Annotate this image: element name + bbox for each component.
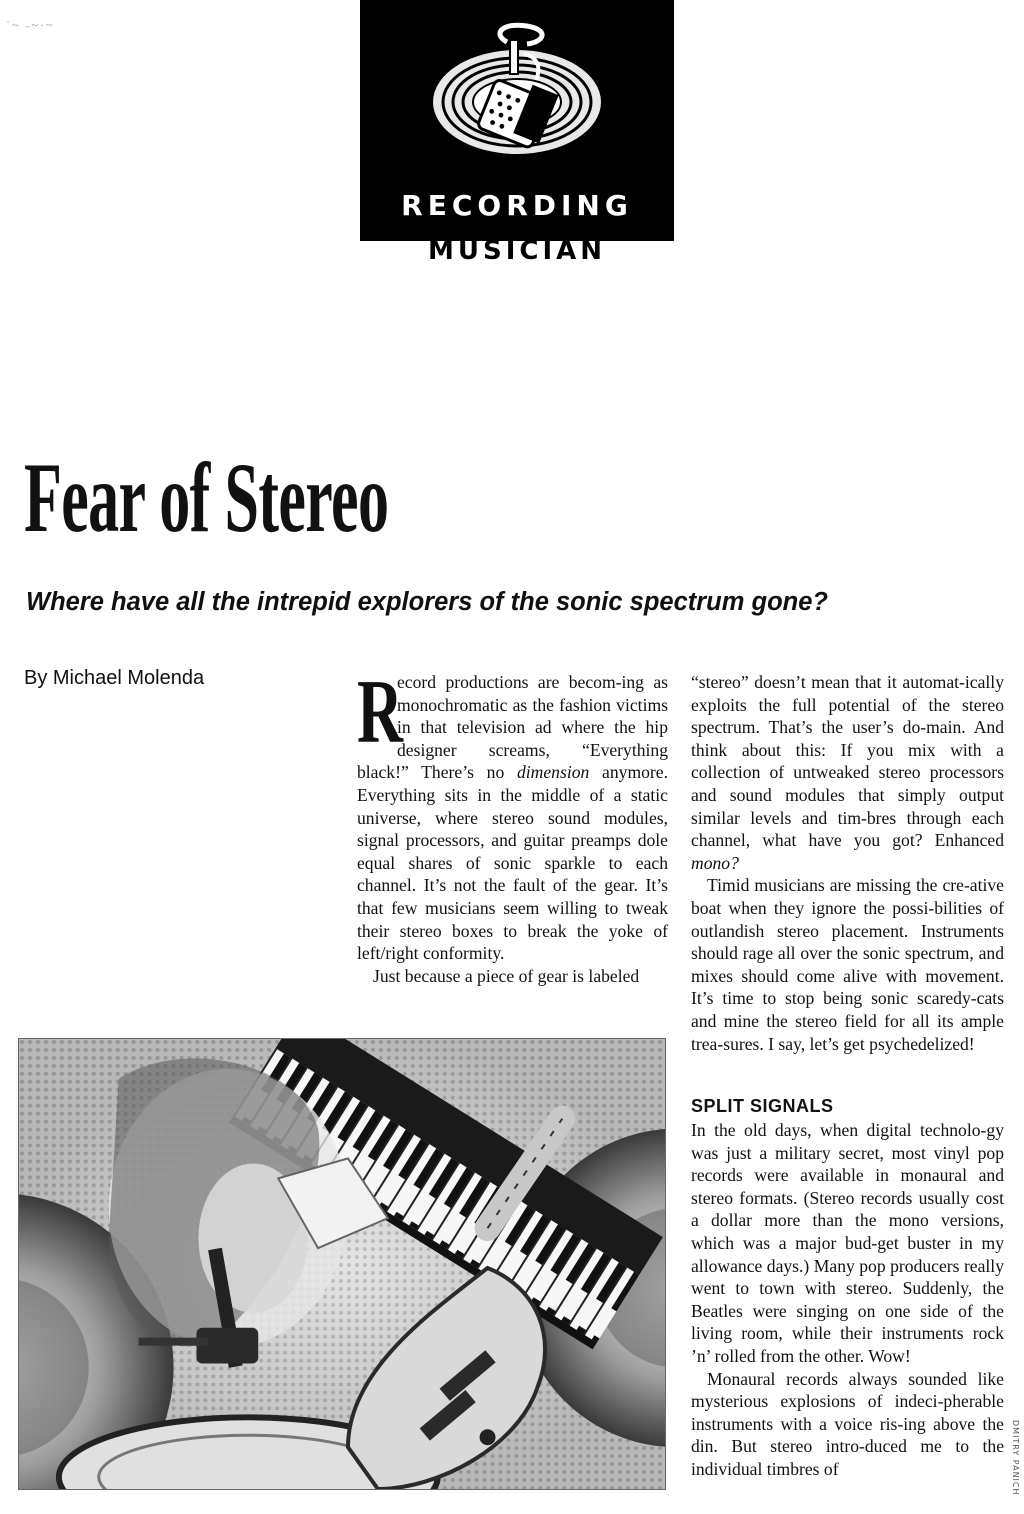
paragraph-text: ecord productions are becom-ing as monochromatic as the fashion victims in that television ad where the hip designer screams, “Everything black!” There’s no	[357, 672, 668, 783]
paragraph	[357, 671, 668, 965]
paragraph: In the old days, when digital technolo-gy was just a military secret, most vinyl pop records were available in monaural and stereo formats. (Stereo records usually cost a dollar more than the mono versions, which was a major bud-get buster in my allowance days.) Many pop producers really went to town with stereo. Suddenly, the Beatles were singing on one side of the living room, while their instruments rock ’n’ rolled from the other. Wow!	[691, 1120, 1004, 1366]
paragraph-text: “stereo” doesn’t mean that it automat-ically exploits the full potential of the stereo spectrum. That’s the user’s do-main. And think about this: If you mix with a collection of untweaked stereo processors and sound modules that simply output similar levels and tim-bres through each channel, what have you got? Enhanced	[691, 672, 1004, 851]
drop-cap: R	[357, 671, 404, 762]
paragraph: Just because a piece of gear is labeled	[373, 965, 640, 986]
photo-credit: DMITRY PANICH	[1011, 1420, 1020, 1496]
body-column-3	[691, 1095, 1004, 1497]
paragraph: Monaural records always sounded like mysterious explosions of indeci-pherable instruments with a voice ris-ing above the din. But stereo intro-duced me to the individual timbres of	[691, 1368, 1004, 1479]
article-deck: Where have all the intrepid explorers of the sonic spectrum gone?	[26, 588, 829, 616]
masthead-subtitle: MUSICIAN	[427, 236, 607, 266]
paragraph: Timid musicians are missing the cre-ative boat when they ignore the possi-bilities of outlandish stereo placement. Instruments should rage all over the sonic spectrum, and mixes should come alive with movement. It’s time to stop being sonic scaredy-cats and mine the stereo field for all its ample trea-sures. I say, let’s get psychedelized!	[691, 875, 1004, 1054]
body-column-2	[691, 671, 1004, 1055]
emphasis: mono?	[691, 852, 739, 873]
body-column-1	[357, 671, 668, 1016]
byline: By Michael Molenda	[24, 667, 205, 689]
article-title: Fear of Stereo	[24, 442, 389, 553]
paragraph-text: anymore. Everything sits in the middle of a static universe, where stereo sound modules, signal processors, and guitar preamps dole equal shares of sonic sparkle to each channel. It’s not the fault of the gear. It’s that few musicians seem willing to tweak their stereo boxes to break the yoke of left/right conformity.	[357, 762, 668, 964]
microphone-rings-icon	[432, 20, 602, 170]
paragraph	[691, 671, 1004, 874]
emphasis: dimension	[516, 762, 590, 783]
article-illustration	[18, 1038, 666, 1490]
scan-artifact: ˙~ ˗~·~	[6, 18, 55, 32]
masthead-title: RECORDING	[401, 189, 633, 222]
masthead	[360, 0, 674, 241]
section-subhead: SPLIT SIGNALS	[691, 1096, 834, 1116]
